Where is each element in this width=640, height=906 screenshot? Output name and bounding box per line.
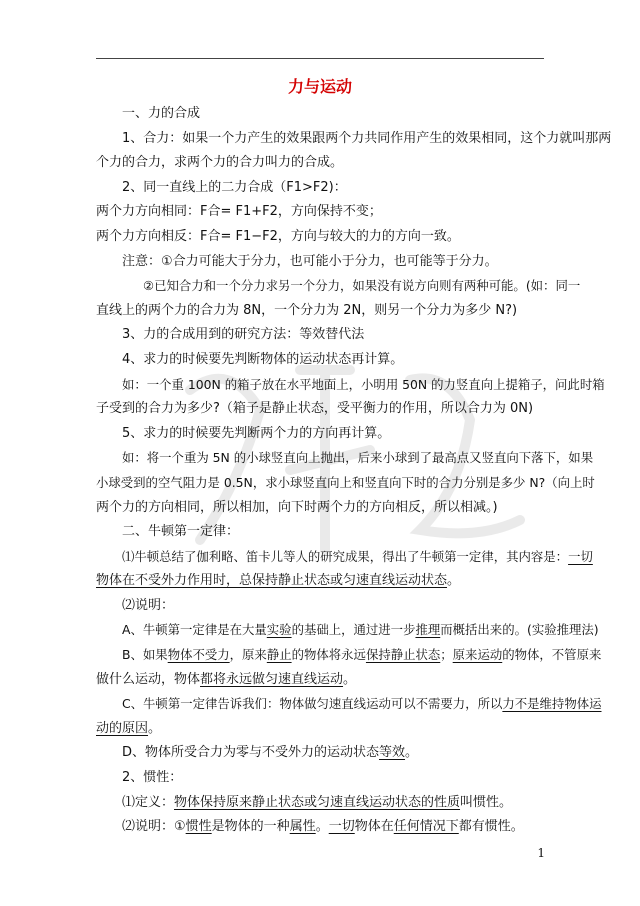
text-segment: 都有惯性。 [458, 819, 524, 835]
underlined-text: 一切 [328, 819, 355, 835]
line-11 [96, 373, 605, 398]
line-14 [96, 446, 594, 471]
text-segment: 。 [405, 745, 419, 761]
line-0 [96, 102, 548, 127]
underlined-text: 动的原因 [96, 720, 149, 736]
text-segment: A、牛顿第一定律是在大量 [122, 622, 267, 638]
line-3 [96, 176, 548, 201]
text-segment: 2、惯性： [122, 770, 183, 786]
text-segment: 个力的合力，求两个力的合力叫力的合成。 [96, 155, 344, 171]
text-segment: B、如果 [122, 647, 168, 663]
line-6 [96, 250, 548, 275]
text-segment: ⑵说明： [122, 597, 175, 613]
text-segment: ⑴牛顿总结了伽利略、笛卡儿等人的研究成果，得出了牛顿第一定律，其内容是： [122, 548, 569, 564]
text-segment: ⑴定义： [122, 794, 175, 810]
text-segment: 如：一个重 100N 的箱子放在水平地面上，小明用 50N 的力竖直向上提箱子，问此时箱 [122, 376, 605, 392]
underlined-text: 物体不受力 [167, 647, 230, 663]
text-segment: 如：将一个重为 5N 的小球竖直向上抛出，后来小球到了最高点又竖直向下落下，如果 [122, 450, 594, 466]
text-segment: 小球受到的空气阻力是 0.5N，求小球竖直向上和竖直向下时的合力分别是多少 N?（向上时 [96, 474, 595, 490]
line-7 [96, 274, 581, 299]
text-segment: ②已知合力和一个分力求另一个分力，如果没有说方向则有两种可能。(如：同一 [143, 278, 581, 294]
text-segment: 而概括出来的。(实验推理法) [440, 622, 599, 638]
text-segment: 直线上的两个力的合力为 8N，一个分力为 2N，则另一个分力为多少 N?) [96, 302, 518, 318]
text-segment: 注意：①合力可能大于分力，也可能小于分力，也可能等于分力。 [122, 253, 498, 269]
underlined-text: 物体保持原来静止状态或匀速直线运动状态的性质 [174, 794, 461, 810]
underlined-text: 一切 [568, 548, 593, 564]
text-segment: 1、合力：如果一个力产生的效果跟两个力共同作用产生的效果相同，这个力就叫那两 [122, 130, 612, 146]
line-10 [96, 348, 548, 373]
line-12 [96, 397, 548, 422]
text-segment: ，原来 [229, 647, 267, 663]
underlined-text: 实验 [266, 622, 292, 638]
underlined-text: 等效 [379, 745, 406, 761]
text-segment: 两个力方向相反：F合= F1−F2，方向与较大的力的方向一致。 [96, 228, 460, 244]
header-rule [96, 58, 544, 59]
line-22 [96, 643, 602, 668]
line-16 [96, 496, 548, 521]
underlined-text: 力不是维持物体运 [502, 696, 602, 712]
line-29 [96, 815, 548, 840]
text-segment: 两个力的方向相同，所以相加，向下时两个力的方向相反，所以相减。) [96, 499, 498, 515]
line-23 [96, 668, 548, 693]
text-segment: 。 [315, 819, 329, 835]
text-segment: D、物体所受合力为零与不受外力的运动状态 [122, 745, 380, 761]
line-17 [96, 520, 548, 545]
underlined-text: 物体在不受外力作用时，总保持静止状态或匀速直线运动状态 [96, 573, 448, 589]
line-13 [96, 422, 548, 447]
text-segment: 。 [447, 573, 461, 589]
text-segment: ⑵说明：① [122, 819, 186, 835]
line-27 [96, 766, 548, 791]
text-segment: 一、力的合成 [122, 106, 201, 121]
line-24 [96, 692, 602, 717]
line-19 [96, 569, 548, 594]
underlined-text: 属性 [289, 819, 316, 835]
text-segment: 做什么运动，物体 [96, 671, 201, 687]
line-25 [96, 717, 548, 742]
line-18 [96, 545, 593, 570]
line-15 [96, 471, 595, 496]
underlined-text: 惯性 [185, 819, 212, 835]
underlined-text: 静止 [266, 647, 292, 663]
line-1 [96, 127, 612, 152]
text-segment: 叫惯性。 [460, 794, 513, 810]
text-segment: 子受到的合力为多少?（箱子是静止状态，受平衡力的作用，所以合力为 0N) [96, 401, 534, 417]
line-5 [96, 225, 548, 250]
page-number: 1 [537, 846, 545, 860]
underlined-text: 任何情况下 [393, 819, 459, 835]
text-segment: 。 [148, 720, 162, 736]
line-4 [96, 200, 548, 225]
text-segment: 二、牛顿第一定律： [122, 524, 240, 540]
underlined-text: 推理 [415, 622, 441, 638]
text-segment: 4、求力的时候要先判断物体的运动状态再计算。 [122, 351, 404, 367]
text-segment: 的基础上，通过进一步 [291, 622, 416, 638]
text-segment: 5、求力的时候要先判断两个力的方向再计算。 [122, 425, 391, 441]
text-segment: 两个力方向相同：F合= F1+F2，方向保持不变； [96, 204, 382, 220]
line-2 [96, 151, 548, 176]
document-body [96, 102, 612, 840]
line-20 [96, 594, 548, 619]
text-segment: 2、同一直线上的二力合成（F1>F2)： [122, 179, 347, 195]
underlined-text: 原来运动 [452, 647, 503, 663]
line-26 [96, 741, 548, 766]
line-21 [96, 618, 599, 643]
text-segment: C、牛顿第一定律告诉我们：物体做匀速直线运动可以不需要力，所以 [122, 696, 503, 712]
text-segment: 的物体，不管原来 [502, 647, 602, 663]
text-segment: ； [440, 647, 453, 663]
underlined-text: 保持静止状态 [365, 647, 441, 663]
text-segment: 是物体的一种 [211, 819, 290, 835]
text-segment: 的物体将永远 [291, 647, 366, 663]
line-28 [96, 791, 548, 816]
text-segment: 。 [343, 671, 357, 687]
text-segment: 3、力的合成用到的研究方法：等效替代法 [122, 327, 365, 343]
line-8 [96, 299, 548, 324]
page-title: 力与运动 [287, 77, 352, 96]
text-segment: 物体在 [354, 819, 394, 835]
line-9 [96, 323, 548, 348]
underlined-text: 都将永远做匀速直线运动 [200, 671, 344, 687]
